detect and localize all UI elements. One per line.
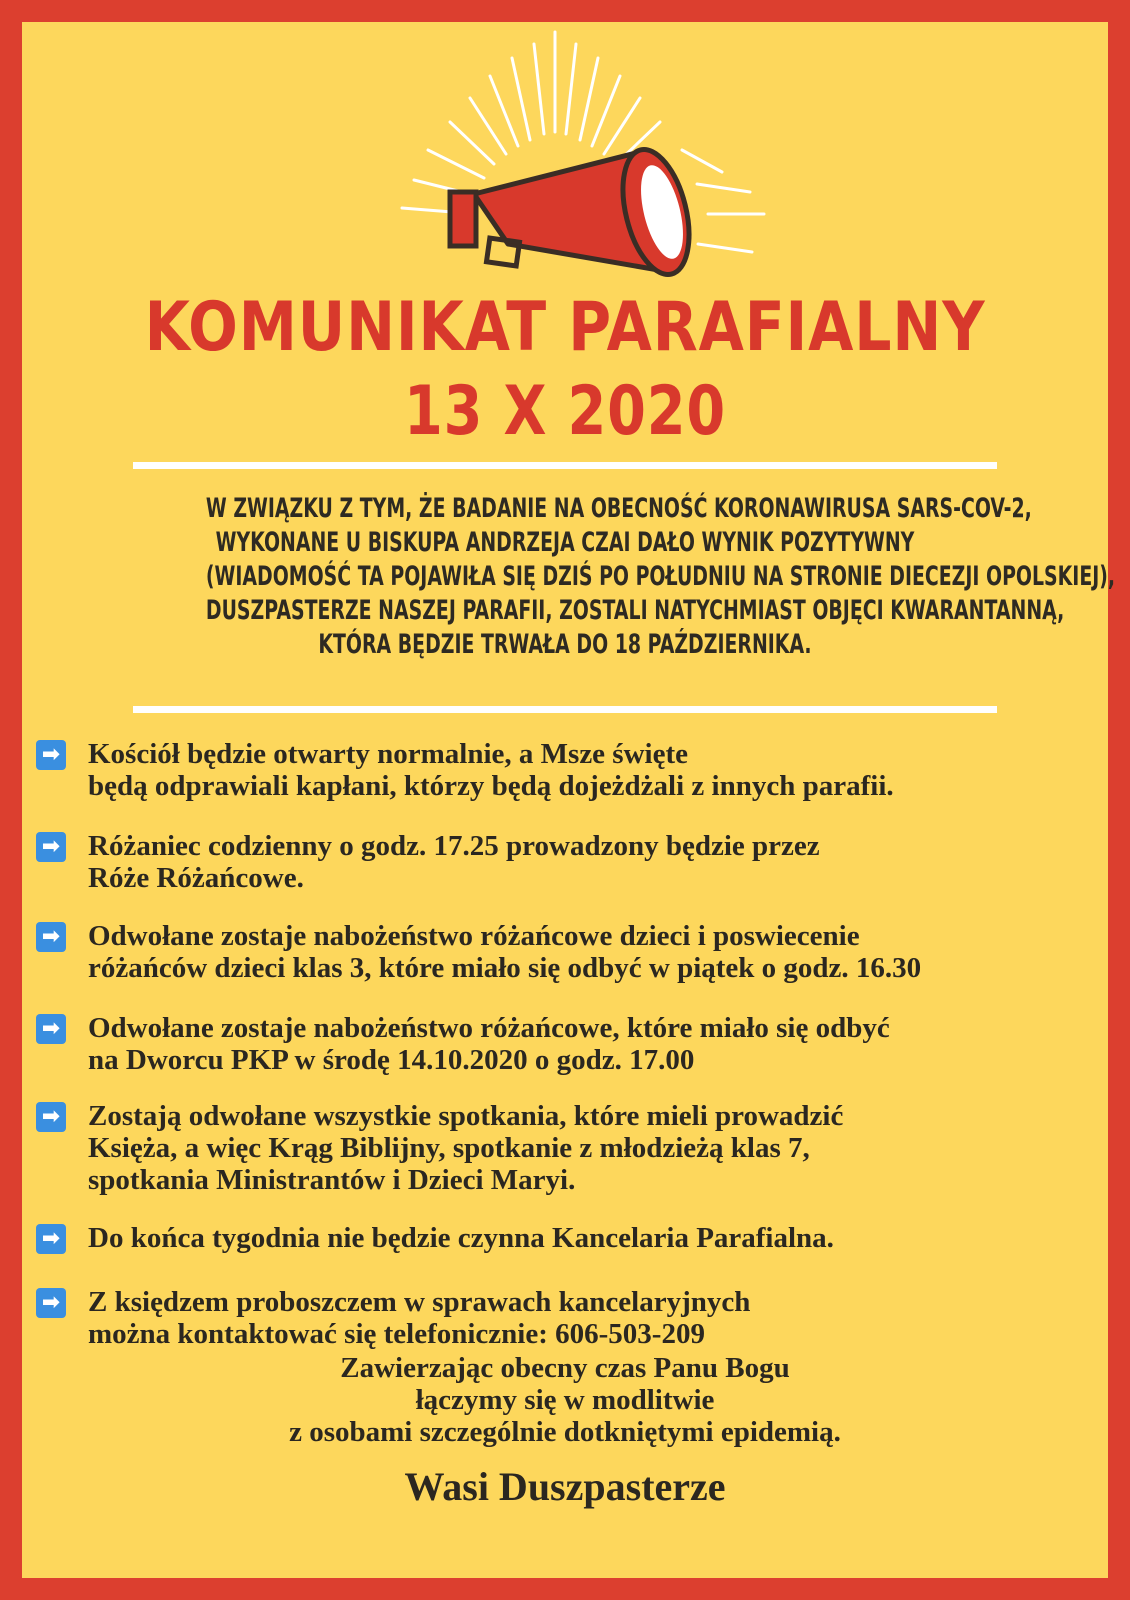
intro-line: DUSZPASTERZE NASZEJ PARAFII, ZOSTALI NATYCHMIAST OBJĘCI KWARANTANNĄ, [205,595,1065,626]
right-arrow-icon: ➡ [36,922,66,952]
right-arrow-icon: ➡ [36,832,66,862]
list-item [36,1222,1096,1254]
list-item [36,1286,1096,1350]
list-item-line: Odwołane zostaje nabożeństwo różańcowe, które miało się odbyć [88,1012,890,1044]
megaphone-icon [22,22,1108,312]
closing-paragraph [22,1352,1108,1448]
list-item-line: różańców dzieci klas 3, które miało się odbyć w piątek o godz. 16.30 [88,952,922,984]
announcement-poster [22,22,1116,1578]
list-item [36,830,1096,894]
list-item-line: Róże Różańcowe. [88,862,304,894]
right-arrow-icon: ➡ [36,1224,66,1254]
list-item [36,1100,1096,1196]
list-item-line: Z księdzem proboszczem w sprawach kancelaryjnych [88,1286,751,1318]
closing-line: z osobami szczególnie dotkniętymi epidemią. [289,1416,841,1448]
list-item-line: na Dworcu PKP w środę 14.10.2020 o godz. 17.00 [88,1044,695,1076]
list-item-line: Do końca tygodnia nie będzie czynna Kancelaria Parafialna. [88,1222,834,1254]
list-item [36,738,1096,802]
list-item-line: Kościół będzie otwarty normalnie, a Msze święte [88,738,688,770]
intro-paragraph [52,492,1116,662]
list-item-line: będą odprawiali kapłani, którzy będą dojeżdżali z innych parafii. [88,770,894,802]
list-item-line: Różaniec codzienny o godz. 17.25 prowadzony będzie przez [88,830,820,862]
intro-line: WYKONANE U BISKUPA ANDRZEJA CZAI DAŁO WYNIK POZYTYWNY [215,527,915,558]
divider-top [133,462,997,469]
list-item-line: spotkania Ministrantów i Dzieci Maryi. [88,1164,576,1196]
right-arrow-icon: ➡ [36,740,66,770]
signature: Wasi Duszpasterze [404,1464,726,1509]
intro-line: (WIADOMOŚĆ TA POJAWIŁA SIĘ DZIŚ PO POŁUDNIU NA STRONIE DIECEZJI OPOLSKIEJ), [205,561,1116,592]
right-arrow-icon: ➡ [36,1102,66,1132]
closing-line: Zawierzając obecny czas Panu Bogu [340,1352,790,1384]
announcement-date: 13 X 2020 [403,372,726,451]
divider-bottom [133,706,997,713]
intro-line: KTÓRA BĘDZIE TRWAŁA DO 18 PAŹDZIERNIKA. [318,629,812,660]
list-item-line: Odwołane zostaje nabożeństwo różańcowe dzieci i poswiecenie [88,920,860,952]
list-item-line: Księża, a więc Krąg Biblijny, spotkanie z młodzieżą klas 7, [88,1132,810,1164]
page-title: KOMUNIKAT PARAFIALNY [144,288,986,367]
closing-line: łączymy się w modlitwie [415,1384,715,1416]
right-arrow-icon: ➡ [36,1288,66,1318]
right-arrow-icon: ➡ [36,1014,66,1044]
list-item [36,1012,1096,1076]
list-item-line: Zostają odwołane wszystkie spotkania, które mieli prowadzić [88,1100,844,1132]
list-item [36,920,1096,984]
intro-line: W ZWIĄZKU Z TYM, ŻE BADANIE NA OBECNOŚĆ KORONAWIRUSA SARS-COV-2, [205,493,1032,524]
list-item-line: można kontaktować się telefonicznie: 606-503-209 [88,1318,705,1350]
